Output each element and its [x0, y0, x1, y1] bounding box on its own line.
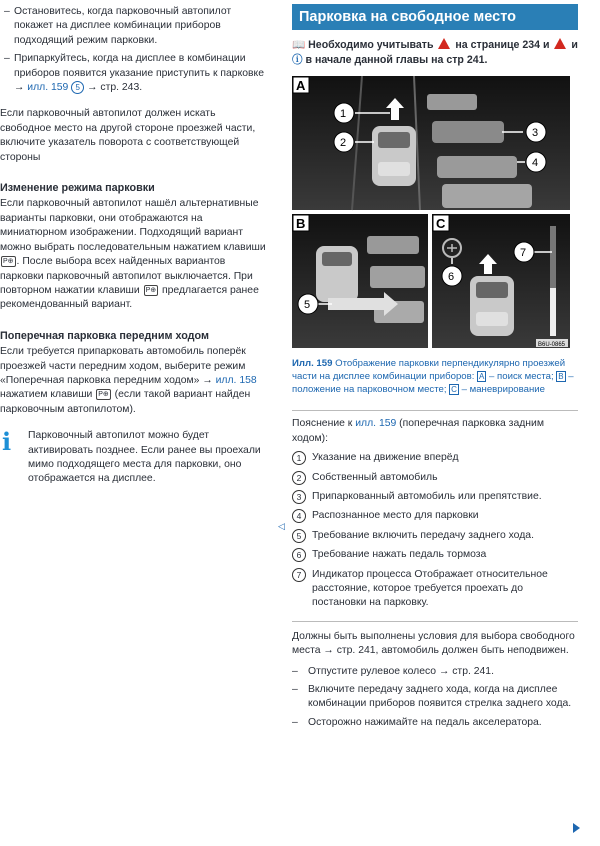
- marker-6: 6: [448, 271, 455, 283]
- figure-link[interactable]: илл. 158: [215, 374, 257, 386]
- conditions: [292, 630, 578, 730]
- legend-item: 4 Распознанное место для парковки: [292, 509, 578, 524]
- figure-link[interactable]: илл. 159: [27, 82, 69, 94]
- info-note: [0, 429, 268, 487]
- paragraph: Если парковочный автопилот нашёл альтернативные варианты парковки, они отображаются на миниатюрном изображении. Подходящий вариант можно выбрать последовательным нажатием клавиши P⊕ . После выбора всех найденных вариантов парковки парковочный автопилот выключается. При повторном нажатии клавиши P⊕ предлагается ранее рекомендованный вариант.: [0, 198, 266, 311]
- info-icon: i: [2, 427, 12, 457]
- list-item: – Включите передачу заднего хода, когда на дисплее комбинации приборов появится стрелка заднего хода.: [292, 684, 572, 710]
- figure-caption: Илл. 159 Отображение парковки перпендикулярно проезжей части на дисплее комбинации приборов: A – поиск места; B – положение на парковочном месте; C – маневрирование: [292, 358, 574, 395]
- bullet-text: Остановитесь, когда парковочный автопилот покажет на дисплее комбинации приборов подходящий режим парковки.: [14, 6, 232, 46]
- legend-item: 6 Требование нажать педаль тормоза: [292, 548, 578, 563]
- figure-159: [292, 76, 570, 348]
- panel-b: [292, 214, 428, 348]
- warning-icon: [438, 38, 450, 49]
- section-end-icon: ◁: [278, 521, 285, 531]
- marker-1: 1: [340, 108, 347, 120]
- list-item: – Припаркуйтесь, когда на дисплее в комбинации приборов появится указание приступить к парковке → илл. 159 5 → стр. 243.: [4, 53, 264, 94]
- panel-label: B: [296, 216, 306, 231]
- warning-reference: 📖 Необходимо учитывать на странице 234 и и ⓘ в начале данной главы на стр 241.: [292, 39, 578, 66]
- figure-code: B6U-0865: [538, 342, 566, 348]
- paragraph: Если требуется припарковать автомобиль поперёк проезжей части передним ходом, выберите режим «Поперечная парковка передним ходом» → илл. 158 нажатием клавиши P⊕ (если такой вариант найден парковочным автопилотом).: [0, 346, 257, 415]
- right-column: [292, 0, 578, 734]
- callout-number: 5: [71, 81, 84, 94]
- legend-item: 1 Указание на движение вперёд: [292, 451, 578, 466]
- legend-item: 2 Собственный автомобиль: [292, 471, 578, 486]
- panel-label: A: [296, 78, 306, 93]
- left-column: [0, 0, 268, 487]
- legend-intro: Пояснение к илл. 159 (поперечная парковка задним ходом):: [292, 418, 544, 444]
- list-item: – Остановитесь, когда парковочный автопилот покажет на дисплее комбинации приборов подходящий режим парковки.: [0, 5, 268, 48]
- panel-label: C: [436, 216, 446, 231]
- marker-7: 7: [520, 247, 527, 259]
- info-circle-icon: ⓘ: [292, 54, 303, 66]
- marker-2: 2: [340, 137, 347, 149]
- section-heading: Поперечная парковка передним ходом: [0, 329, 209, 342]
- figure-link[interactable]: илл. 159: [355, 418, 397, 430]
- legend-item: 5 Требование включить передачу заднего хода.: [292, 529, 578, 544]
- park-key-icon: P⊕: [3, 258, 14, 266]
- list-item: – Осторожно нажимайте на педаль акселератора.: [292, 716, 542, 728]
- park-key-icon: P⊕: [145, 286, 157, 294]
- section-heading: Изменение режима парковки: [0, 182, 155, 195]
- marker-5: 5: [304, 299, 311, 311]
- panel-c: [432, 214, 570, 348]
- marker-3: 3: [532, 127, 539, 139]
- warning-icon: [554, 38, 566, 49]
- legend-item: 7 Индикатор процесса Отображает относительное расстояние, которое требуется проехать до постановки на парковку.: [292, 568, 578, 611]
- paragraph: Должны быть выполнены условия для выбора свободного места → стр. 241, автомобиль должен быть неподвижен.: [292, 630, 575, 657]
- legend-item: 3 Припаркованный автомобиль или препятствие.: [292, 490, 578, 505]
- park-key-icon: P⊕: [98, 391, 109, 399]
- list-item: – Отпустите рулевое колесо → стр. 241.: [292, 665, 494, 677]
- info-text: Парковочный автопилот можно будет активировать позднее. Если ранее вы проехали мимо подходящего места для парковки, оно отображается на дисплее.: [28, 430, 261, 485]
- book-icon: 📖: [292, 39, 306, 51]
- marker-4: 4: [532, 157, 539, 169]
- figure-svg: [292, 76, 570, 348]
- bullet-text: Припаркуйтесь, когда на дисплее в комбинации приборов появится указание приступить к парковке →: [14, 53, 264, 94]
- paragraph: Если парковочный автопилот должен искать свободное место на другой стороне проезжей части, включите указатель поворота с соответствующей стороны: [0, 108, 256, 163]
- next-page-arrow-icon[interactable]: [573, 823, 580, 833]
- panel-a: [292, 76, 570, 210]
- legend: [292, 410, 578, 621]
- page-ref: → стр. 243.: [84, 82, 143, 94]
- section-title: Парковка на свободное место: [292, 4, 578, 30]
